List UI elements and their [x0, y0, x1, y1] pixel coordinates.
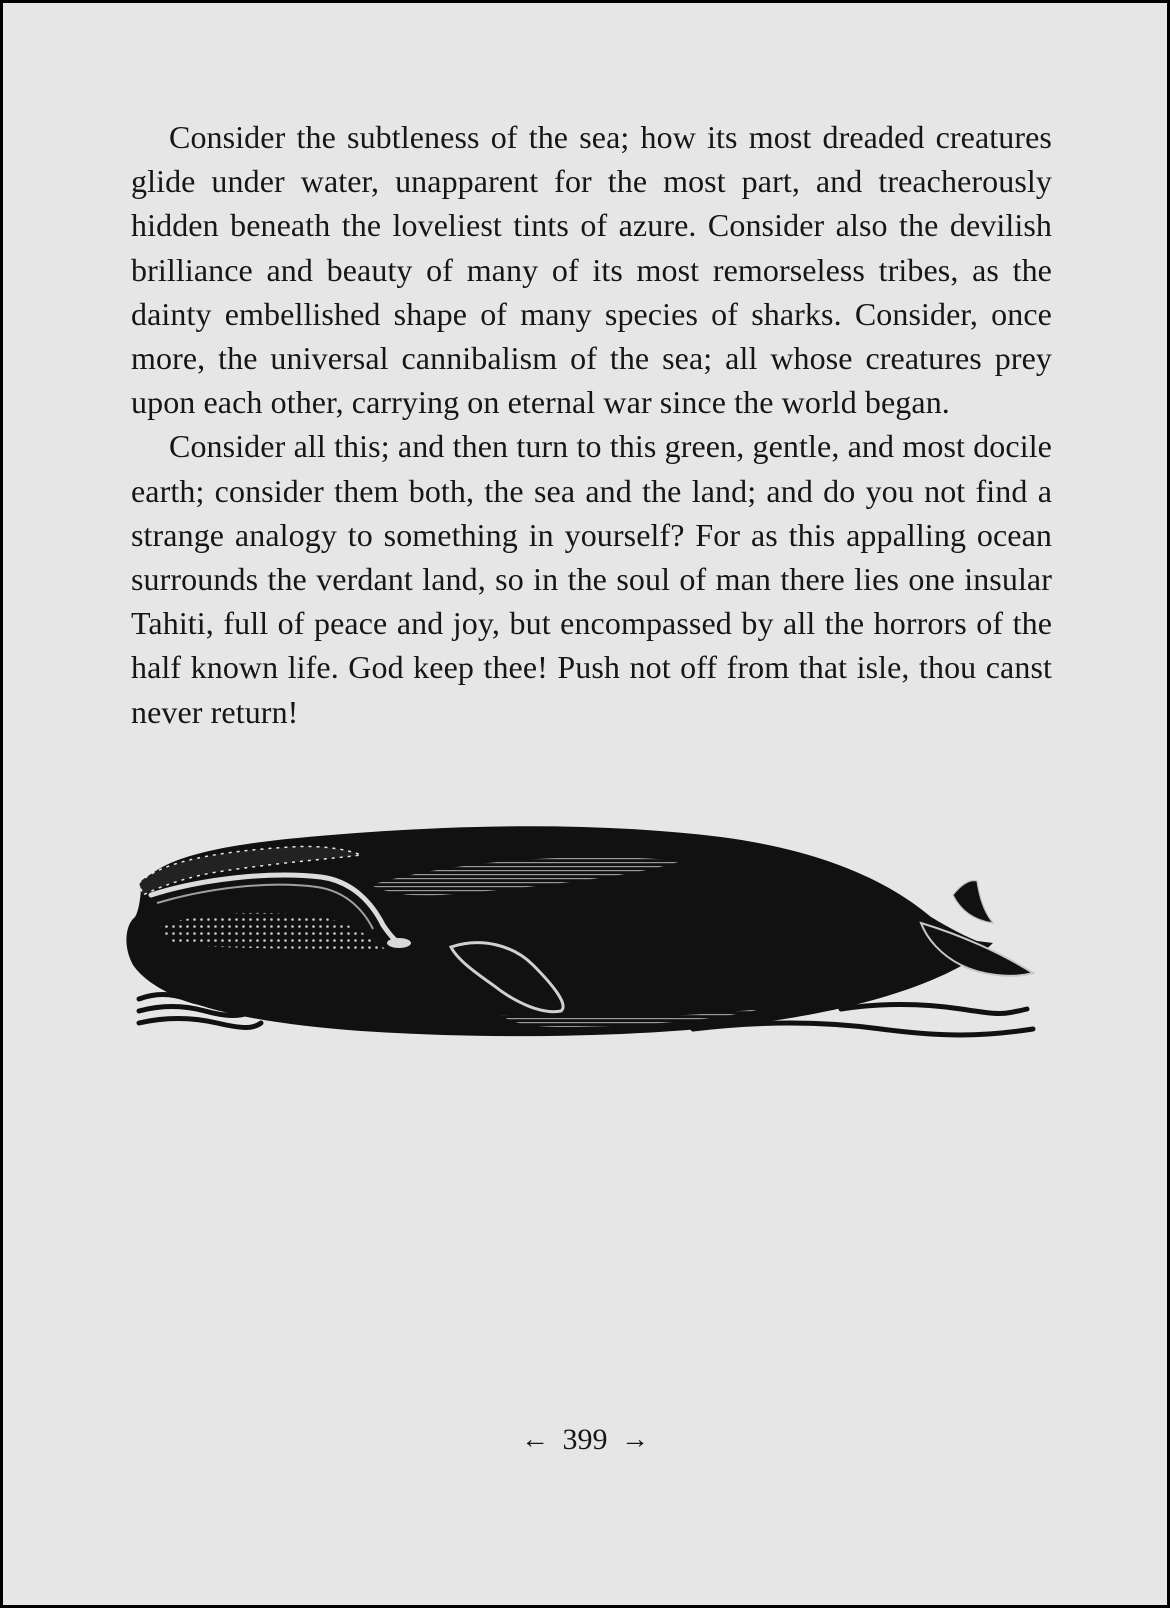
right-arrow-icon: →	[621, 1424, 649, 1456]
whale-fluke-upper	[953, 881, 993, 923]
body-text	[131, 115, 1052, 734]
page-number: 399	[562, 1423, 608, 1457]
paragraph-1: Consider the subtleness of the sea; how its most dreaded creatures glide under water, unapparent for the most part, and treacherously hidden beneath the loveliest tints of azure. Consider also the devilish brilliance and beauty of many of its most remorseless tribes, as the dainty embellished shape of many species of sharks. Consider, once more, the universal cannibalism of the sea; all whose creatures prey upon each other, carrying on eternal war since the world began.	[131, 119, 1052, 421]
left-arrow-icon: ←	[521, 1424, 549, 1456]
whale-engraving-icon	[121, 825, 1067, 1065]
book-page	[3, 3, 1167, 1605]
paragraph-2: Consider all this; and then turn to this green, gentle, and most docile earth; consider them both, the sea and the land; and do you not find a strange analogy to something in yourself? For as this appalling ocean surrounds the verdant land, so in the soul of man there lies one insular Tahiti, full of peace and joy, but encompassed by all the horrors of the half known life. God keep thee! Push not off from that isle, thou canst never return!	[131, 428, 1052, 730]
page-folio	[3, 1421, 1167, 1457]
